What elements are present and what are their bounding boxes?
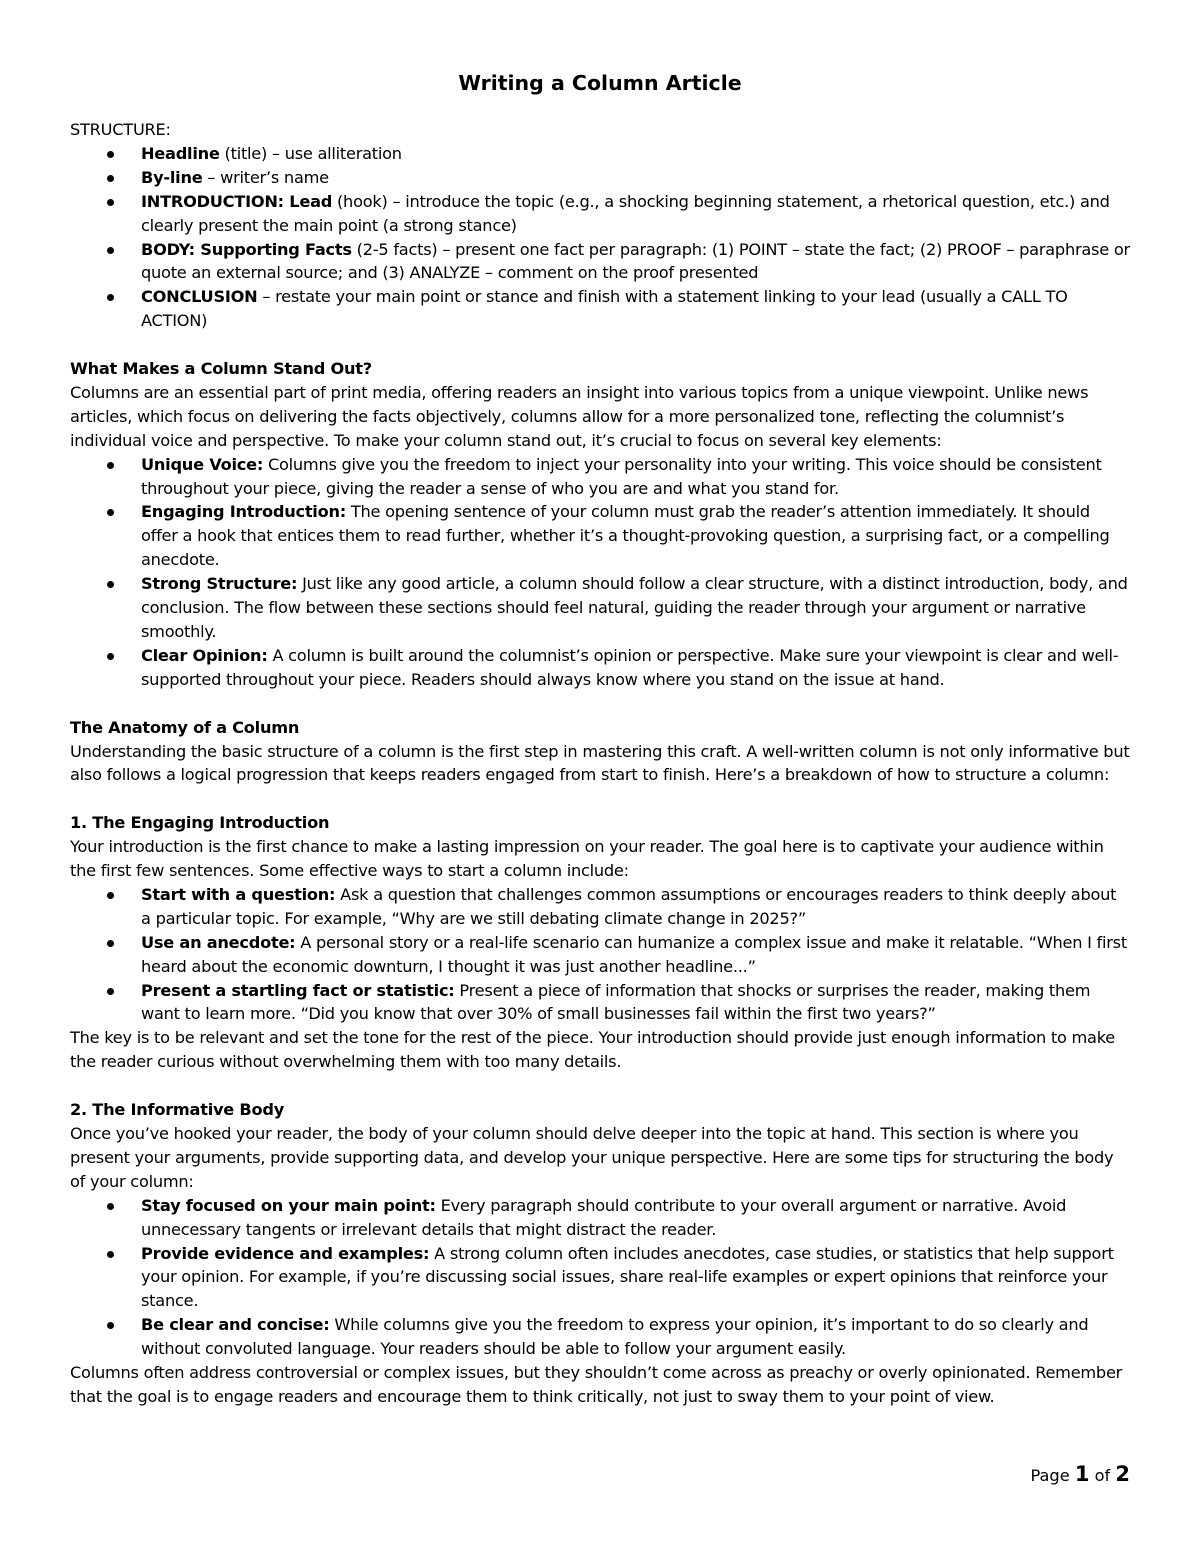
- bullet-icon: [107, 1251, 114, 1258]
- list-item: [70, 190, 1130, 238]
- bullet-icon: [107, 199, 114, 206]
- section-intro: Understanding the basic structure of a column is the first step in mastering this craft. A well-written column is not only informative but also follows a logical progression that keeps readers engaged from start to finish. Here’s a breakdown of how to structure a column:: [70, 741, 1130, 785]
- list-item: [70, 238, 1130, 286]
- item-term: Headline: [141, 143, 220, 163]
- bullet-icon: [107, 151, 114, 158]
- current-page-number: 1: [1074, 1462, 1090, 1486]
- list-item: [70, 285, 1130, 333]
- item-term: Use an anecdote:: [141, 932, 296, 952]
- item-text: (title) – use alliteration: [219, 143, 402, 163]
- list-item: [70, 453, 1130, 501]
- item-text: Ask a question that challenges common assumptions or encourages readers to think deeply about a particular topic. For example, “Why are we still debating climate change in 2025?”: [141, 884, 1117, 928]
- list-item: [70, 644, 1130, 692]
- item-text: Just like any good article, a column should follow a clear structure, with a distinct introduction, body, and conclusion. The flow between these sections should feel natural, guiding the reader through your argument or narrative smoothly.: [141, 574, 1128, 642]
- list-item: [70, 142, 1130, 166]
- paragraph-spacer: [70, 1074, 1130, 1098]
- item-term: Provide evidence and examples:: [141, 1243, 430, 1263]
- item-term: Unique Voice:: [141, 454, 264, 474]
- item-term: CONCLUSION: [141, 287, 258, 307]
- item-term: Start with a question:: [141, 884, 336, 904]
- item-text: While columns give you the freedom to express your opinion, it’s important to do so clearly and without convoluted language. Your readers should be able to follow your argument easily.: [141, 1315, 1089, 1359]
- paragraph-spacer: [70, 692, 1130, 716]
- list-item: [70, 1313, 1130, 1361]
- bullet-icon: [107, 247, 114, 254]
- section-heading-stand-out: What Makes a Column Stand Out?: [70, 359, 372, 379]
- section-intro: Once you’ve hooked your reader, the body of your column should delve deeper into the topic at hand. This section is where you present your arguments, provide supporting data, and develop your unique perspective. Here are some tips for structuring the body of your column:: [70, 1124, 1114, 1191]
- item-text: (2-5 facts) – present one fact per paragraph: (1) POINT – state the fact; (2) PROOF – paraphrase or quote an external source; and (3) ANALYZE – comment on the proof presented: [141, 239, 1130, 283]
- item-text: A column is built around the columnist’s opinion or perspective. Make sure your viewpoint is clear and well-supported throughout your piece. Readers should always know where you stand on the issue at hand.: [141, 645, 1119, 689]
- stand-out-list: [70, 453, 1130, 692]
- list-item: [70, 1242, 1130, 1314]
- section-heading-introduction: 1. The Engaging Introduction: [70, 813, 330, 833]
- section-heading-anatomy: The Anatomy of a Column: [70, 717, 300, 737]
- bullet-icon: [107, 1322, 114, 1329]
- section-intro: Columns are an essential part of print media, offering readers an insight into various topics from a unique viewpoint. Unlike news articles, which focus on delivering the facts objectively, columns allow for a more personalized tone, reflecting the columnist’s individual voice and perspective. To make your column stand out, it’s crucial to focus on several key elements:: [70, 382, 1089, 450]
- item-term: Clear Opinion:: [141, 645, 268, 665]
- list-item: [70, 166, 1130, 190]
- bullet-icon: [107, 462, 114, 469]
- item-text: – restate your main point or stance and finish with a statement linking to your lead (usually a CALL TO ACTION): [141, 287, 1068, 331]
- list-item: [70, 883, 1130, 931]
- item-text: A strong column often includes anecdotes, case studies, or statistics that help support your opinion. For example, if you’re discussing social issues, share real-life examples or expert opinions that reinforce your stance.: [141, 1243, 1114, 1311]
- bullet-icon: [107, 581, 114, 588]
- list-item: [70, 979, 1130, 1027]
- section-intro: Your introduction is the first chance to make a lasting impression on your reader. The goal here is to captivate your audience within the first few sentences. Some effective ways to start a column include:: [70, 837, 1104, 881]
- item-text: The opening sentence of your column must grab the reader’s attention immediately. It should offer a hook that entices them to read further, whether it’s a thought-provoking question, a surprising fact, or a compelling anecdote.: [141, 502, 1110, 570]
- list-item: [70, 572, 1130, 644]
- bullet-icon: [107, 988, 114, 995]
- item-text: Every paragraph should contribute to your overall argument or narrative. Avoid unnecessary tangents or irrelevant details that might distract the reader.: [141, 1195, 1067, 1239]
- item-text: Present a piece of information that shocks or surprises the reader, making them want to learn more. “Did you know that over 30% of small businesses fail within the first two years?”: [141, 980, 1091, 1024]
- total-pages-number: 2: [1115, 1462, 1130, 1486]
- paragraph-spacer: [70, 787, 1130, 811]
- bullet-icon: [107, 653, 114, 660]
- page-word: Page: [1030, 1466, 1070, 1485]
- document-title: Writing a Column Article: [458, 71, 742, 95]
- bullet-icon: [107, 294, 114, 301]
- bullet-icon: [107, 509, 114, 516]
- structure-label: STRUCTURE:: [70, 120, 171, 139]
- item-term: Be clear and concise:: [141, 1315, 330, 1335]
- section-outro: Columns often address controversial or complex issues, but they shouldn’t come across as preachy or overly opinionated. Remember that the goal is to engage readers and encourage them to think critically, not just to sway them to your point of view.: [70, 1363, 1123, 1406]
- item-text: Columns give you the freedom to inject your personality into your writing. This voice should be consistent throughout your piece, giving the reader a sense of who you are and what you stand for.: [141, 454, 1102, 498]
- item-term: Stay focused on your main point:: [141, 1195, 436, 1215]
- list-item: [70, 931, 1130, 979]
- structure-list: [70, 142, 1130, 333]
- item-term: By-line: [141, 167, 203, 187]
- page-number: [1030, 1461, 1130, 1489]
- item-text: – writer’s name: [202, 167, 329, 187]
- list-item: [70, 500, 1130, 572]
- list-item: [70, 1194, 1130, 1242]
- item-text: (hook) – introduce the topic (e.g., a shocking beginning statement, a rhetorical question, etc.) and clearly present the main point (a strong stance): [141, 191, 1110, 235]
- section-outro: The key is to be relevant and set the tone for the rest of the piece. Your introduction should provide just enough information to make the reader curious without overwhelming them with too many details.: [70, 1028, 1115, 1072]
- bullet-icon: [107, 892, 114, 899]
- item-term: INTRODUCTION: Lead: [141, 191, 333, 211]
- bullet-icon: [107, 1203, 114, 1210]
- document-body: [70, 118, 1130, 1409]
- item-term: Strong Structure:: [141, 574, 298, 594]
- item-text: A personal story or a real-life scenario can humanize a complex issue and make it relatable. “When I first heard about the economic downturn, I thought it was just another headline...”: [141, 932, 1127, 976]
- item-term: Present a startling fact or statistic:: [141, 980, 455, 1000]
- bullet-icon: [107, 175, 114, 182]
- introduction-list: [70, 883, 1130, 1026]
- bullet-icon: [107, 940, 114, 947]
- item-term: BODY: Supporting Facts: [141, 239, 352, 259]
- paragraph-spacer: [70, 333, 1130, 357]
- of-word: of: [1094, 1466, 1111, 1485]
- body-list: [70, 1194, 1130, 1361]
- item-term: Engaging Introduction:: [141, 502, 346, 522]
- section-heading-body: 2. The Informative Body: [70, 1100, 285, 1120]
